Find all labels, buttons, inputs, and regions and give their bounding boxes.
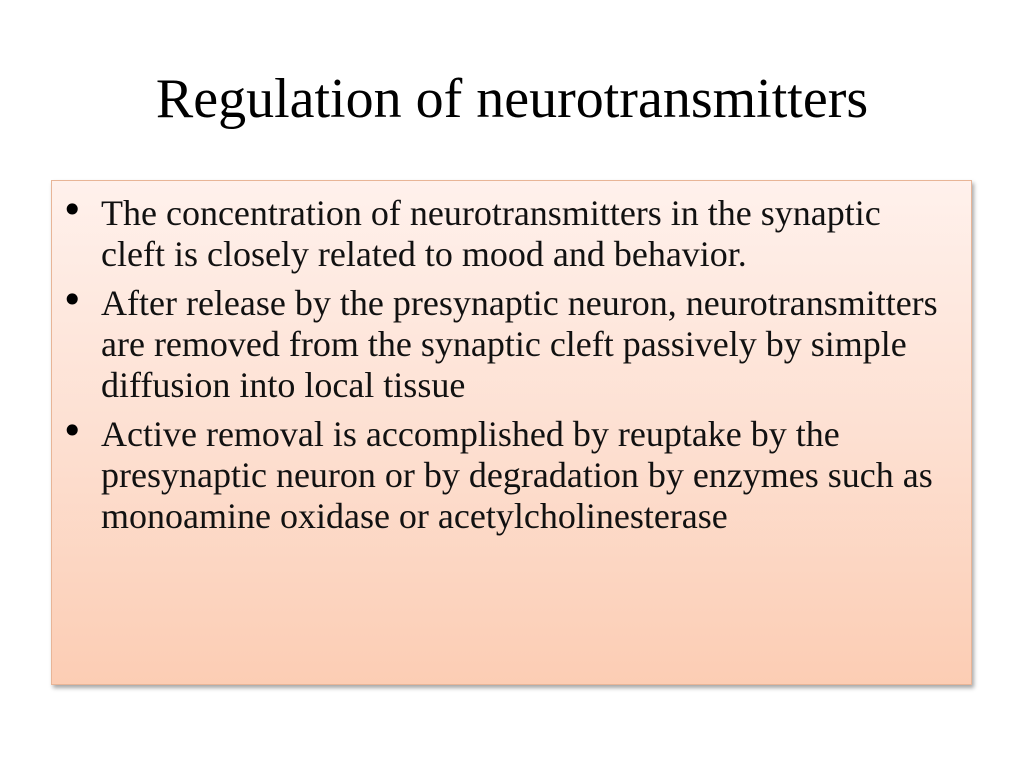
bullet-item — [52, 409, 971, 537]
bullet-list — [52, 188, 971, 545]
bullet-icon: • — [61, 188, 84, 232]
bullet-item — [52, 278, 971, 406]
content-box — [51, 180, 972, 685]
bullet-text: After release by the presynaptic neuron, neurotransmitters are removed from the synaptic cleft passively by simple diffusion into local tissue — [101, 283, 938, 405]
bullet-item — [52, 188, 971, 275]
slide-title: Regulation of neurotransmitters — [155, 68, 869, 130]
bullet-icon: • — [61, 409, 84, 453]
bullet-text: The concentration of neurotransmitters in the synaptic cleft is closely related to mood and behavior. — [101, 193, 881, 274]
bullet-text: Active removal is accomplished by reuptake by the presynaptic neuron or by degradation by enzymes such as monoamine oxidase or acetylcholinesterase — [101, 414, 933, 536]
bullet-icon: • — [61, 278, 84, 322]
